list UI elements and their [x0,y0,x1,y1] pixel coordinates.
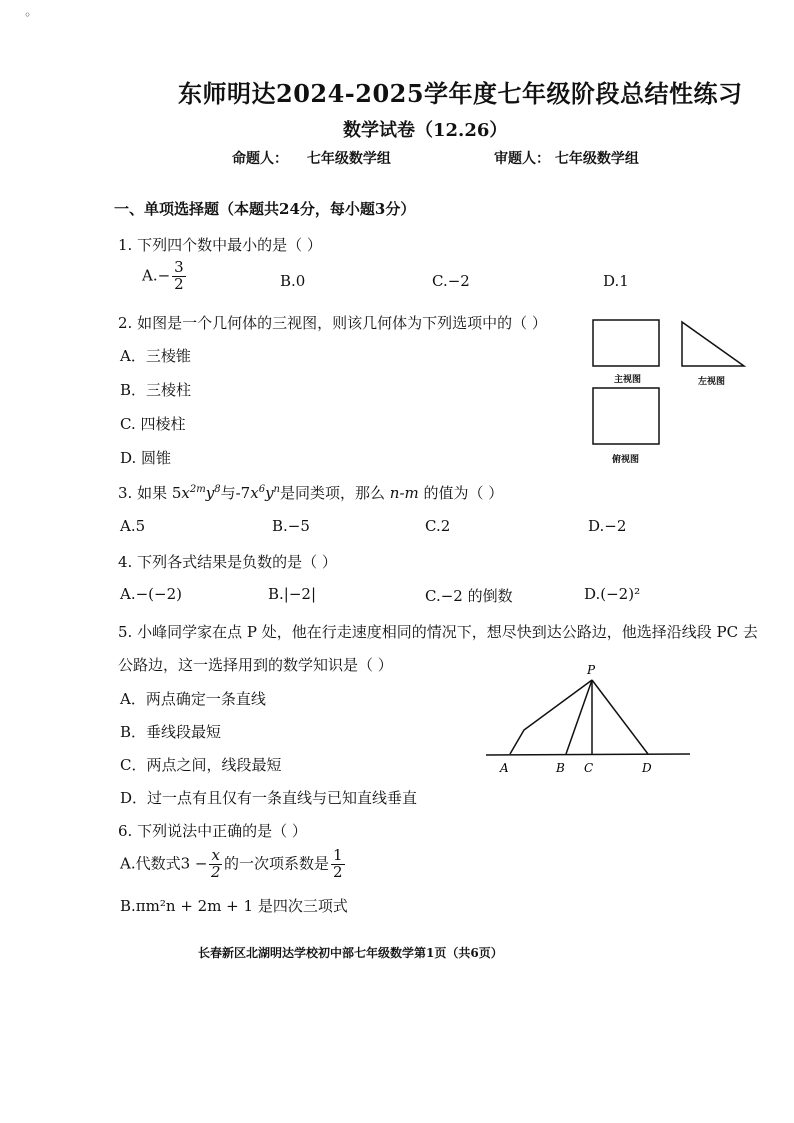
option-a-prefix: A.代数式3 − [120,854,208,873]
question-1-option-b: B.0 [280,272,306,290]
stem-part: 的值为（ ） [423,484,504,502]
question-3-option-d: D.−2 [588,517,627,535]
math-term-2: $x^6y^n$ [250,484,280,502]
question-3-option-c: C.2 [425,517,451,535]
question-1-option-c: C.−2 [432,272,470,290]
question-2-option-c: C. 四棱柱 [120,415,186,433]
stem-part: 是同类项，那么 [280,484,386,502]
label-p: P [587,663,596,677]
question-5-option-a: A．两点确定一条直线 [120,690,266,708]
road-paths-figure [484,658,694,778]
numerator: 1 [332,846,343,864]
label-b: B [556,761,565,775]
question-2-option-b: B．三棱柱 [120,381,192,399]
question-5-option-c: C．两点之间，线段最短 [120,756,282,774]
question-4-option-c: C.−2 的倒数 [425,587,513,605]
author-name: 七年级数学组 [306,151,391,167]
question-6-stem: 6. 下列说法中正确的是（ ） [118,822,307,840]
stem-part: 与-7 [220,484,251,502]
fraction [331,848,345,881]
section-title: 一、单项选择题（本题共24分，每小题3分） [114,200,416,218]
math-expression: n-m [389,484,419,502]
stem-part: 3. 如果 5 [118,484,182,502]
question-5-option-b: B．垂线段最短 [120,723,222,741]
question-2-option-a: A．三棱锥 [120,347,191,365]
question-3-option-a: A.5 [120,517,146,535]
exam-subtitle: 数学试卷（12.26） [343,120,508,141]
question-2-stem: 2. 如图是一个几何体的三视图，则该几何体为下列选项中的（ ） [118,314,547,332]
label-c: C [584,761,594,775]
top-view-label: 俯视图 [612,455,640,465]
fraction [209,848,221,881]
road-line [486,754,690,755]
question-5-stem-line2: 公路边，这一选择用到的数学知识是（ ） [118,656,393,674]
denominator: 2 [174,274,184,293]
question-1-option-a [142,260,188,293]
corner-mark: ◦ [24,8,32,22]
question-4-option-b: B.|−2| [268,585,317,603]
path-pb [566,680,592,754]
option-a-mid: 的一次项系数是 [223,854,329,873]
question-3-option-b: B.−5 [272,517,310,535]
three-views-figure [580,312,760,472]
denominator: 2 [332,862,343,881]
denominator: 2 [210,862,221,881]
author-label: 命题人： [232,151,288,167]
question-6-option-b: B.πm²n + 2m + 1 是四次三项式 [120,897,348,915]
front-view-shape [593,320,659,366]
author-line [232,148,391,168]
fraction [172,260,186,293]
left-view-label: 左视图 [698,377,726,387]
front-view-label: 主视图 [614,375,642,385]
question-5-stem-line1: 5. 小峰同学家在点 P 处，他在行走速度相同的情况下，想尽快到达公路边，他选择沿线段 PC 去 [118,623,758,641]
page-footer: 长春新区北湖明达学校初中部七年级数学第1页（共6页） [198,946,503,960]
numerator: 3 [174,258,184,276]
reviewer-label: 审题人： [494,151,550,167]
label-d: D [642,761,652,775]
reviewer-line [494,148,639,168]
math-term-1: $x^{2m}y^8$ [181,484,221,502]
option-a-prefix: A.− [142,266,171,285]
question-1-stem: 1. 下列四个数中最小的是（ ） [118,236,322,254]
question-3-stem [118,482,503,503]
reviewer-name: 七年级数学组 [554,151,639,167]
question-4-stem: 4. 下列各式结果是负数的是（ ） [118,553,337,571]
path-pd [592,680,648,754]
question-5-option-d: D．过一点有且仅有一条直线与已知直线垂直 [120,789,418,807]
exam-title: 东师明达2024-2025学年度七年级阶段总结性练习 [178,79,743,108]
question-4-option-d: D.(−2)² [584,585,641,603]
label-a: A [500,761,509,775]
numerator: x [211,846,220,864]
top-view-shape [593,388,659,444]
question-6-option-a [120,848,347,881]
question-2-option-d: D. 圆锥 [120,449,172,467]
left-view-shape [682,322,744,366]
question-1-option-d: D.1 [603,272,629,290]
question-4-option-a: A.−(−2) [120,585,182,603]
